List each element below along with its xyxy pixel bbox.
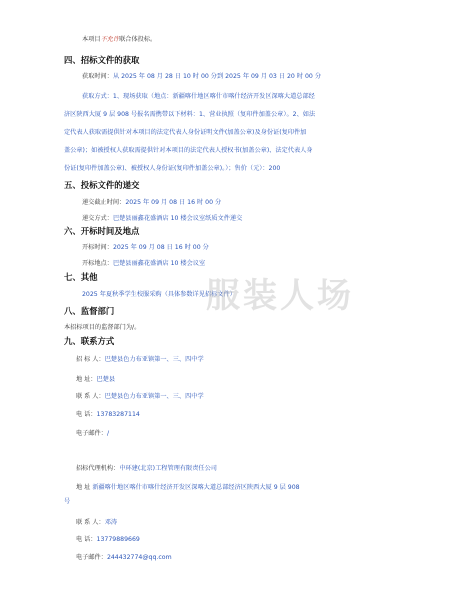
agency-contact-row: 联 系 人：邓涛 bbox=[76, 519, 118, 526]
s4-method-5: 份证(复印件加盖公章)、被授权人身份证(复印件加盖公章)。）；售价（元）：200 bbox=[64, 165, 281, 172]
s6-time: 开标时间：2025 年 09 月 08 日 16 时 00 分 bbox=[82, 244, 209, 251]
consortium-not-allowed: 不允许 bbox=[100, 36, 120, 43]
agency-address-row: 地 址 新疆喀什地区喀什市喀什经济开发区深喀大道总部经济区陕西大厦 9 层 908 bbox=[76, 484, 300, 491]
s5-place: 递交方式：巴楚县丽鑫花盛酒店 10 楼会议室纸质文件递交 bbox=[82, 215, 243, 222]
s4-time: 获取时间：从 2025 年 08 月 28 日 10 时 00 分到 2025 年 09 月 03 日 20 时 00 分 bbox=[82, 73, 322, 80]
phone-row: 电 话：13783287114 bbox=[76, 411, 140, 418]
s8-text: 本招标项目的监督部门为/。 bbox=[64, 324, 141, 331]
contact-row: 联 系 人：巴楚县色力布亚镇第一、三、四中学 bbox=[76, 393, 204, 400]
s4-method-2: 济区陕西大厦 9 层 908 号报名需携带以下材料：1、营业执照（复印件加盖公章）。2、如法 bbox=[64, 111, 316, 118]
section-9-title: 九、联系方式 bbox=[64, 336, 115, 346]
agency-email-row: 电子邮件：244432774@qq.com bbox=[76, 554, 172, 561]
watermark-text: 服装人场 bbox=[206, 276, 354, 316]
s5-deadline: 递交截止时间：2025 年 09 月 08 日 16 时 00 分 bbox=[82, 199, 222, 206]
agency-address-cont: 号 bbox=[64, 498, 71, 505]
section-8-title: 八、监督部门 bbox=[64, 306, 115, 316]
agency-phone-row: 电 话：13779889669 bbox=[76, 536, 140, 543]
section-5-title: 五、投标文件的递交 bbox=[64, 180, 140, 190]
s6-place: 开标地点：巴楚县丽鑫花盛酒店 10 楼会议室 bbox=[82, 260, 206, 267]
s4-method-3: 定代表人获取需提供针对本项目的法定代表人身份证明文件(加盖公章)及身份证(复印件加 bbox=[64, 129, 307, 136]
agency-email-link[interactable]: 244432774@qq.com bbox=[106, 554, 172, 561]
tenderer-row: 招 标 人：巴楚县色力布亚镇第一、三、四中学 bbox=[76, 356, 204, 363]
s4-method-1: 获取方式：1、现场获取（地点：新疆喀什地区喀什市喀什经济开发区深喀大道总部经 bbox=[82, 93, 315, 100]
section-6-title: 六、开标时间及地点 bbox=[64, 226, 140, 236]
section-4-title: 四、招标文件的获取 bbox=[64, 55, 140, 65]
address-row: 地 址：巴楚县 bbox=[76, 376, 116, 383]
section-7-title: 七、其他 bbox=[64, 272, 98, 282]
consortium-note: 本项目不允许联合体投标。 bbox=[82, 36, 157, 43]
s4-method-4: 盖公章)；如被授权人获取需提供针对本项目的法定代表人授权书(加盖公章)、法定代表人身 bbox=[64, 147, 313, 154]
email-row: 电子邮件：/ bbox=[76, 430, 110, 437]
agency-row: 招标代理机构：中环建(北京)工程管理有限责任公司 bbox=[76, 465, 217, 472]
s7-text: 2025 年夏秋季学生校服采购（具体参数详见招标文件） bbox=[82, 291, 236, 298]
